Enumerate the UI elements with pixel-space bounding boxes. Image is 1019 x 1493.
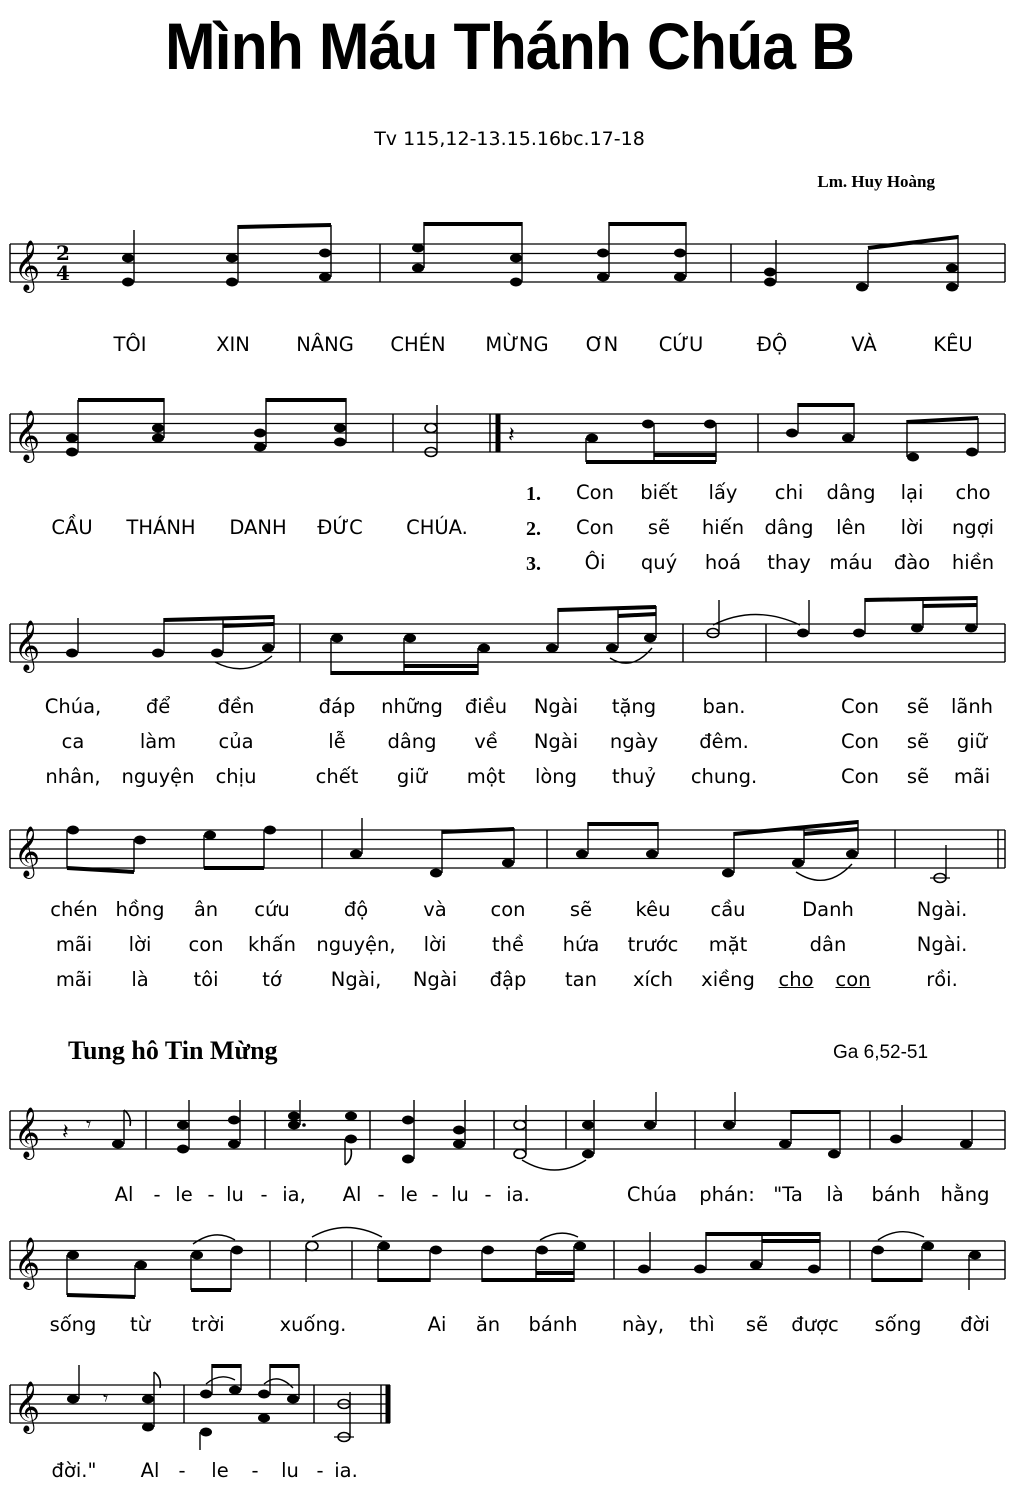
lyric-syllable: biết (640, 481, 678, 504)
lyric-syllable: dâng (764, 516, 814, 539)
lyric-syllable: Con (576, 481, 614, 504)
lyric-syllable: lại (900, 481, 924, 504)
lyric-syllable: ban. (702, 695, 746, 718)
lyric-syllable: ia. (334, 1459, 358, 1482)
lyric-syllable: thuỷ (612, 765, 656, 788)
lyric-syllable: dâng (387, 730, 437, 753)
lyric-syllable: xuống. (279, 1313, 347, 1336)
lyric-syllable: sẽ (647, 516, 671, 539)
lyric-syllable: là (826, 1183, 844, 1206)
gospel-acclamation-title: Tung hô Tin Mừng (68, 1036, 278, 1065)
lyric-syllable: lời (423, 933, 447, 956)
lyric-syllable: trước (627, 933, 679, 956)
lyric-syllable: VÀ (851, 333, 877, 356)
lyric-syllable: CHÉN (390, 333, 446, 356)
lyric-syllable: Al (140, 1459, 160, 1482)
lyric-syllable: hằng (940, 1183, 990, 1206)
treble-clef-icon: 𝄞 (14, 620, 41, 671)
lyric-syllable: Chúa, (44, 695, 102, 718)
eighth-rest-icon: 𝄾 (103, 1386, 109, 1410)
lyric-syllable: cầu (710, 898, 746, 921)
lyric-syllable: tôi (193, 968, 219, 991)
lyric-syllable: Ngài (412, 968, 458, 991)
treble-clef-icon: 𝄞 (14, 1237, 41, 1288)
lyric-syllable: ĐỨC (317, 516, 363, 539)
lyric-syllable: - (207, 1183, 215, 1206)
lyric-syllable: Al (114, 1183, 134, 1206)
verse-number: 3. (526, 553, 541, 575)
lyric-syllable: - (260, 1183, 268, 1206)
lyric-syllable-underlined: con (835, 968, 871, 991)
lyric-syllable: - (153, 1183, 161, 1206)
lyric-syllable: mãi (953, 765, 991, 788)
lyric-syllable: ĐỘ (756, 333, 788, 356)
lyric-syllable: thì (689, 1313, 715, 1336)
lyric-syllable: được (791, 1313, 839, 1336)
lyric-syllable: điều (464, 695, 508, 718)
treble-clef-icon: 𝄞 (14, 826, 41, 877)
lyric-syllable: Con (576, 516, 614, 539)
lyric-syllable: ia. (506, 1183, 530, 1206)
lyric-syllable: trời (191, 1313, 225, 1336)
lyric-syllable: xích (632, 968, 674, 991)
lyric-syllable: - (178, 1459, 186, 1482)
lyric-syllable: đền (217, 695, 255, 718)
lyric-syllable: ngợi (951, 516, 995, 539)
song-title: Mình Máu Thánh Chúa B (164, 9, 855, 83)
lyric-syllable: le (175, 1183, 193, 1206)
lyric-syllable: về (474, 730, 498, 753)
lyric-syllable: thay (767, 551, 811, 574)
lyric-syllable: CHÚA. (406, 516, 468, 539)
lyric-syllable: khấn (248, 933, 296, 956)
lyric-syllable: lu (281, 1459, 299, 1482)
gospel-reference: Ga 6,52-51 (833, 1042, 929, 1063)
lyric-syllable: ngày (609, 730, 659, 753)
lyric-syllable: ƠN (585, 333, 619, 356)
lyric-syllable: Ngài (533, 730, 579, 753)
lyric-syllable: - (251, 1459, 259, 1482)
lyric-syllable: làm (139, 730, 177, 753)
quarter-rest-icon: 𝄽 (62, 1120, 69, 1145)
staff-system-2 (0, 390, 1019, 480)
lyric-syllable: hiền (951, 551, 995, 574)
lyric-syllable: sẽ (745, 1313, 769, 1336)
lyric-syllable: từ (129, 1313, 151, 1336)
lyric-syllable: mãi (55, 933, 93, 956)
lyric-syllable: THÁNH (126, 516, 196, 539)
lyric-syllable: cho (955, 481, 991, 504)
lyric-syllable: mặt (708, 933, 748, 956)
lyric-syllable: tan (565, 968, 597, 991)
lyric-syllable: chén (50, 898, 98, 921)
lyric-syllable: - (431, 1183, 439, 1206)
lyric-syllable: hồng (115, 898, 165, 921)
lyric-syllable: sẽ (906, 730, 930, 753)
psalm-reference: Tv 115,12-13.15.16bc.17-18 (374, 128, 645, 150)
lyric-syllable: lu (451, 1183, 469, 1206)
lyric-syllable: này, (621, 1313, 665, 1336)
lyric-syllable: sẽ (906, 765, 930, 788)
lyric-syllable: chi (774, 481, 804, 504)
lyric-syllable: dân (809, 933, 847, 956)
lyric-syllable: sống (49, 1313, 97, 1336)
lyric-syllable: MỪNG (485, 333, 549, 356)
lyric-syllable: giữ (956, 730, 988, 753)
eighth-rest-icon: 𝄾 (86, 1112, 92, 1136)
lyric-syllable: rồi. (926, 968, 958, 991)
staff-system-6 (0, 1215, 1019, 1305)
lyric-syllable: lòng (534, 765, 578, 788)
lyric-syllable: sẽ (569, 898, 593, 921)
lyric-syllable: dâng (826, 481, 876, 504)
lyric-syllable: - (377, 1183, 385, 1206)
lyric-syllable: thề (491, 933, 525, 956)
lyric-syllable: chết (315, 765, 359, 788)
lyric-syllable: le (400, 1183, 418, 1206)
treble-clef-icon: 𝄞 (14, 240, 41, 291)
lyric-syllable: sống (874, 1313, 922, 1336)
lyric-syllable: phán: (699, 1183, 755, 1206)
lyric-syllable: bánh (528, 1313, 578, 1336)
lyric-syllable: Ngài. (916, 933, 968, 956)
lyric-syllable: DANH (229, 516, 287, 539)
lyric-syllable: độ (343, 898, 369, 921)
lyric-syllable: và (423, 898, 447, 921)
lyric-syllable: đời (960, 1313, 990, 1336)
notes (122, 244, 958, 292)
lyric-syllable: kêu (635, 898, 671, 921)
lyric-syllable: TÔI (113, 333, 147, 356)
lyric-syllable-underlined: cho (778, 968, 814, 991)
treble-clef-icon: 𝄞 (14, 1381, 41, 1432)
lyric-syllable: - (316, 1459, 324, 1482)
lyric-syllable: đời." (51, 1459, 97, 1482)
lyric-syllable: chịu (215, 765, 257, 788)
lyric-syllable: lên (836, 516, 866, 539)
lyric-syllable: để (145, 695, 171, 718)
treble-clef-icon: 𝄞 (14, 1107, 41, 1158)
lyric-syllable: Ngài, (330, 968, 382, 991)
lyric-syllable: tớ (262, 968, 282, 991)
lyric-syllable: le (211, 1459, 229, 1482)
treble-clef-icon: 𝄞 (14, 410, 41, 461)
verse-number: 1. (526, 483, 541, 505)
lyric-syllable: Ôi (584, 551, 606, 574)
staff-lines (10, 244, 1005, 282)
lyric-syllable: Con (841, 695, 879, 718)
lyric-syllable: KÊU (933, 333, 973, 356)
lyric-syllable: lời (900, 516, 924, 539)
lyric-syllable: lấy (708, 481, 738, 504)
lyric-syllable: Danh (802, 898, 854, 921)
lyric-syllable: XIN (216, 333, 250, 356)
time-signature-top: 2 (56, 241, 70, 265)
lyric-syllable: Al (342, 1183, 362, 1206)
lyric-syllable: con (490, 898, 526, 921)
lyric-syllable: là (131, 968, 149, 991)
lyric-syllable: lu (226, 1183, 244, 1206)
lyric-syllable: nhân, (45, 765, 101, 788)
lyric-syllable: hiến (701, 516, 745, 539)
lyric-syllable: lời (128, 933, 152, 956)
lyric-syllable: tặng (611, 695, 657, 718)
lyric-syllable: giữ (396, 765, 428, 788)
lyric-syllable: Con (841, 765, 879, 788)
lyric-syllable: chung. (690, 765, 758, 788)
lyric-syllable: đáp (318, 695, 356, 718)
lyric-syllable: NÂNG (296, 333, 354, 356)
lyric-syllable: ăn (475, 1313, 501, 1336)
lyric-syllable: quý (640, 551, 678, 574)
lyric-syllable: bánh (871, 1183, 921, 1206)
lyric-syllable: CẦU (51, 516, 93, 539)
lyric-syllable: Ngài (533, 695, 579, 718)
lyric-syllable: - (484, 1183, 492, 1206)
lyric-syllable: ia, (282, 1183, 306, 1206)
lyric-syllable: ân (193, 898, 219, 921)
staff-system-5 (0, 1080, 1019, 1180)
lyric-syllable: một (466, 765, 506, 788)
lyric-syllable: hứa (562, 933, 600, 956)
staff-system-7 (0, 1355, 1019, 1455)
lyric-syllable: lễ (328, 730, 346, 753)
time-signature-bottom: 4 (56, 261, 70, 285)
lyric-syllable: Ai (427, 1313, 447, 1336)
lyric-syllable: sẽ (906, 695, 930, 718)
lyric-syllable: nguyện, (316, 933, 396, 956)
lyric-syllable: ca (61, 730, 85, 753)
lyric-syllable: Ngài. (916, 898, 968, 921)
lyric-syllable: những (381, 695, 443, 718)
lyric-syllable: hoá (704, 551, 742, 574)
lyric-syllable: đào (893, 551, 931, 574)
composer-credit: Lm. Huy Hoàng (817, 172, 935, 191)
lyric-syllable: "Ta (773, 1183, 803, 1206)
lyric-syllable: Con (841, 730, 879, 753)
lyric-syllable: đêm. (699, 730, 749, 753)
lyric-syllable: của (218, 730, 254, 753)
staff-system-1 (0, 210, 1019, 310)
lyric-syllable: lãnh (950, 695, 994, 718)
lyric-syllable: đập (489, 968, 527, 991)
lyric-syllable: cứu (254, 898, 290, 921)
staff-system-3 (0, 595, 1019, 685)
lyric-syllable: mãi (55, 968, 93, 991)
lyric-syllable: máu (829, 551, 873, 574)
lyric-syllable: Chúa (626, 1183, 678, 1206)
lyric-syllable: con (188, 933, 224, 956)
lyric-syllable: nguyện (121, 765, 195, 788)
staff-system-4 (0, 800, 1019, 890)
lyric-syllable: xiềng (701, 968, 755, 991)
quarter-rest-icon: 𝄽 (508, 423, 515, 448)
lyric-syllable: CỨU (658, 333, 704, 356)
verse-number: 2. (526, 518, 541, 540)
